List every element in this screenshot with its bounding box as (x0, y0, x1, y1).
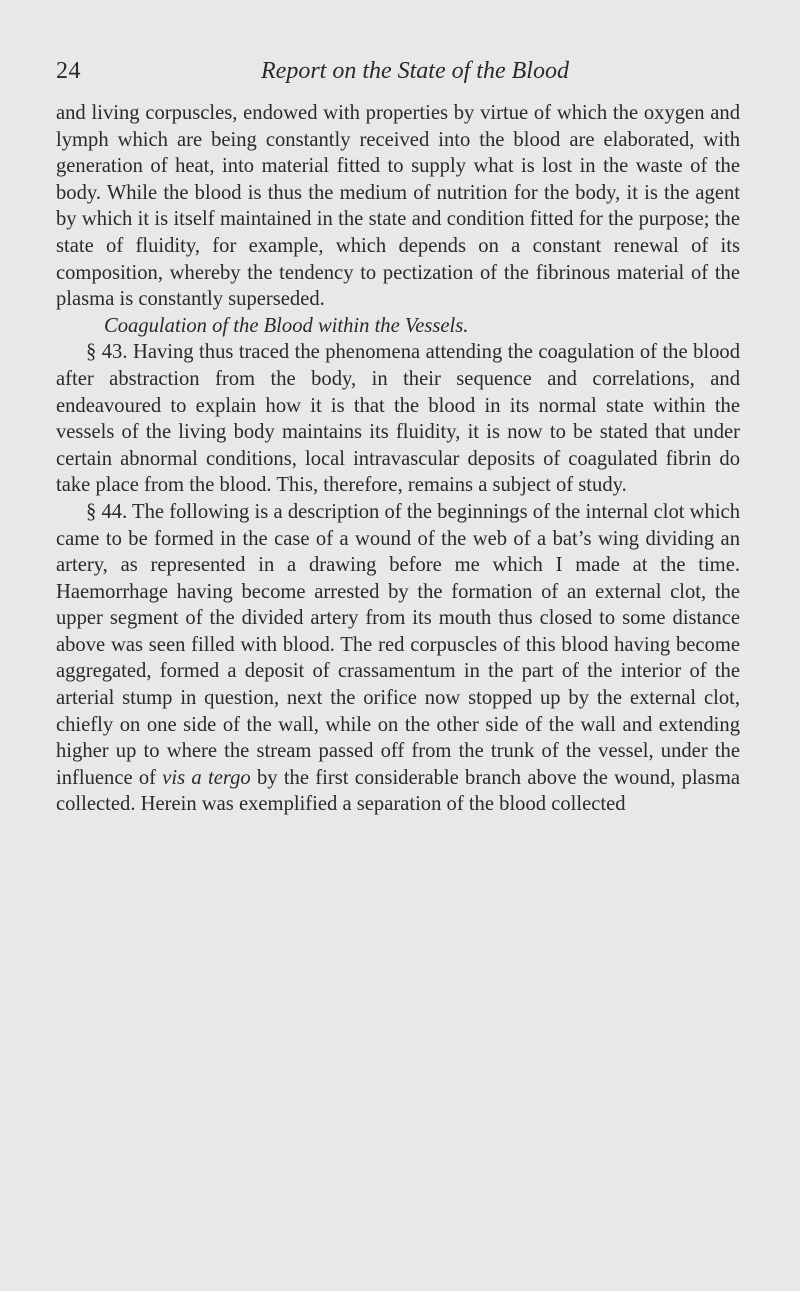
page-number: 24 (56, 58, 81, 84)
section-heading: Coagulation of the Blood within the Vessels. (104, 314, 469, 337)
paragraph-43: § 43. Having thus traced the phenomena attending the coagulation of the blood after abstraction from the body, in their sequence and correlations, and endeavoured to explain how it is that the blood in its normal state within the vessels of the living body maintains its fluidity, it is now to be stated that under certain abnormal conditions, local intravascular deposits of coagulated fibrin do take place from the blood. This, therefore, remains a subject of study. (56, 341, 740, 497)
paragraph-44-text-end: by the first considerable branch above the wound, plasma collected. Herein was exemplified a separation of the blood collected (56, 766, 740, 816)
paragraph-44 (56, 499, 740, 818)
page-header (56, 58, 746, 90)
running-title: Report on the State of the Blood (261, 58, 569, 84)
paragraph-44-text-start: § 44. The following is a description of the beginnings of the internal clot which came to be formed in the case of a wound of the web of a bat’s wing dividing an artery, as represented in a drawing before me which I made at the time. Haemorrhage having become arrested by the formation of an external clot, the upper segment of the divided artery from its mouth thus closed to some distance above was seen filled with blood. The red corpuscles of this blood having become aggregated, formed a deposit of crassamentum in the part of the interior of the arterial stump in question, next the orifice now stopped up by the external clot, chiefly on one side of the wall, while on the other side of the wall and extending higher up to where the stream passed off from the trunk of the vessel, under the influence of (56, 500, 740, 789)
paragraph-continuation: and living corpuscles, endowed with properties by virtue of which the oxygen and lymph which are being constantly received into the blood are elaborated, with generation of heat, into material fitted to supply what is lost in the waste of the body. While the blood is thus the medium of nutrition for the body, it is the agent by which it is itself maintained in the state and condition fitted for the purpose; the state of fluidity, for example, which depends on a constant renewal of its composition, whereby the tendency to pectization of the fibrinous material of the plasma is constantly superseded. (56, 102, 740, 311)
latin-phrase: vis a tergo (162, 766, 251, 789)
body-text (56, 100, 740, 818)
